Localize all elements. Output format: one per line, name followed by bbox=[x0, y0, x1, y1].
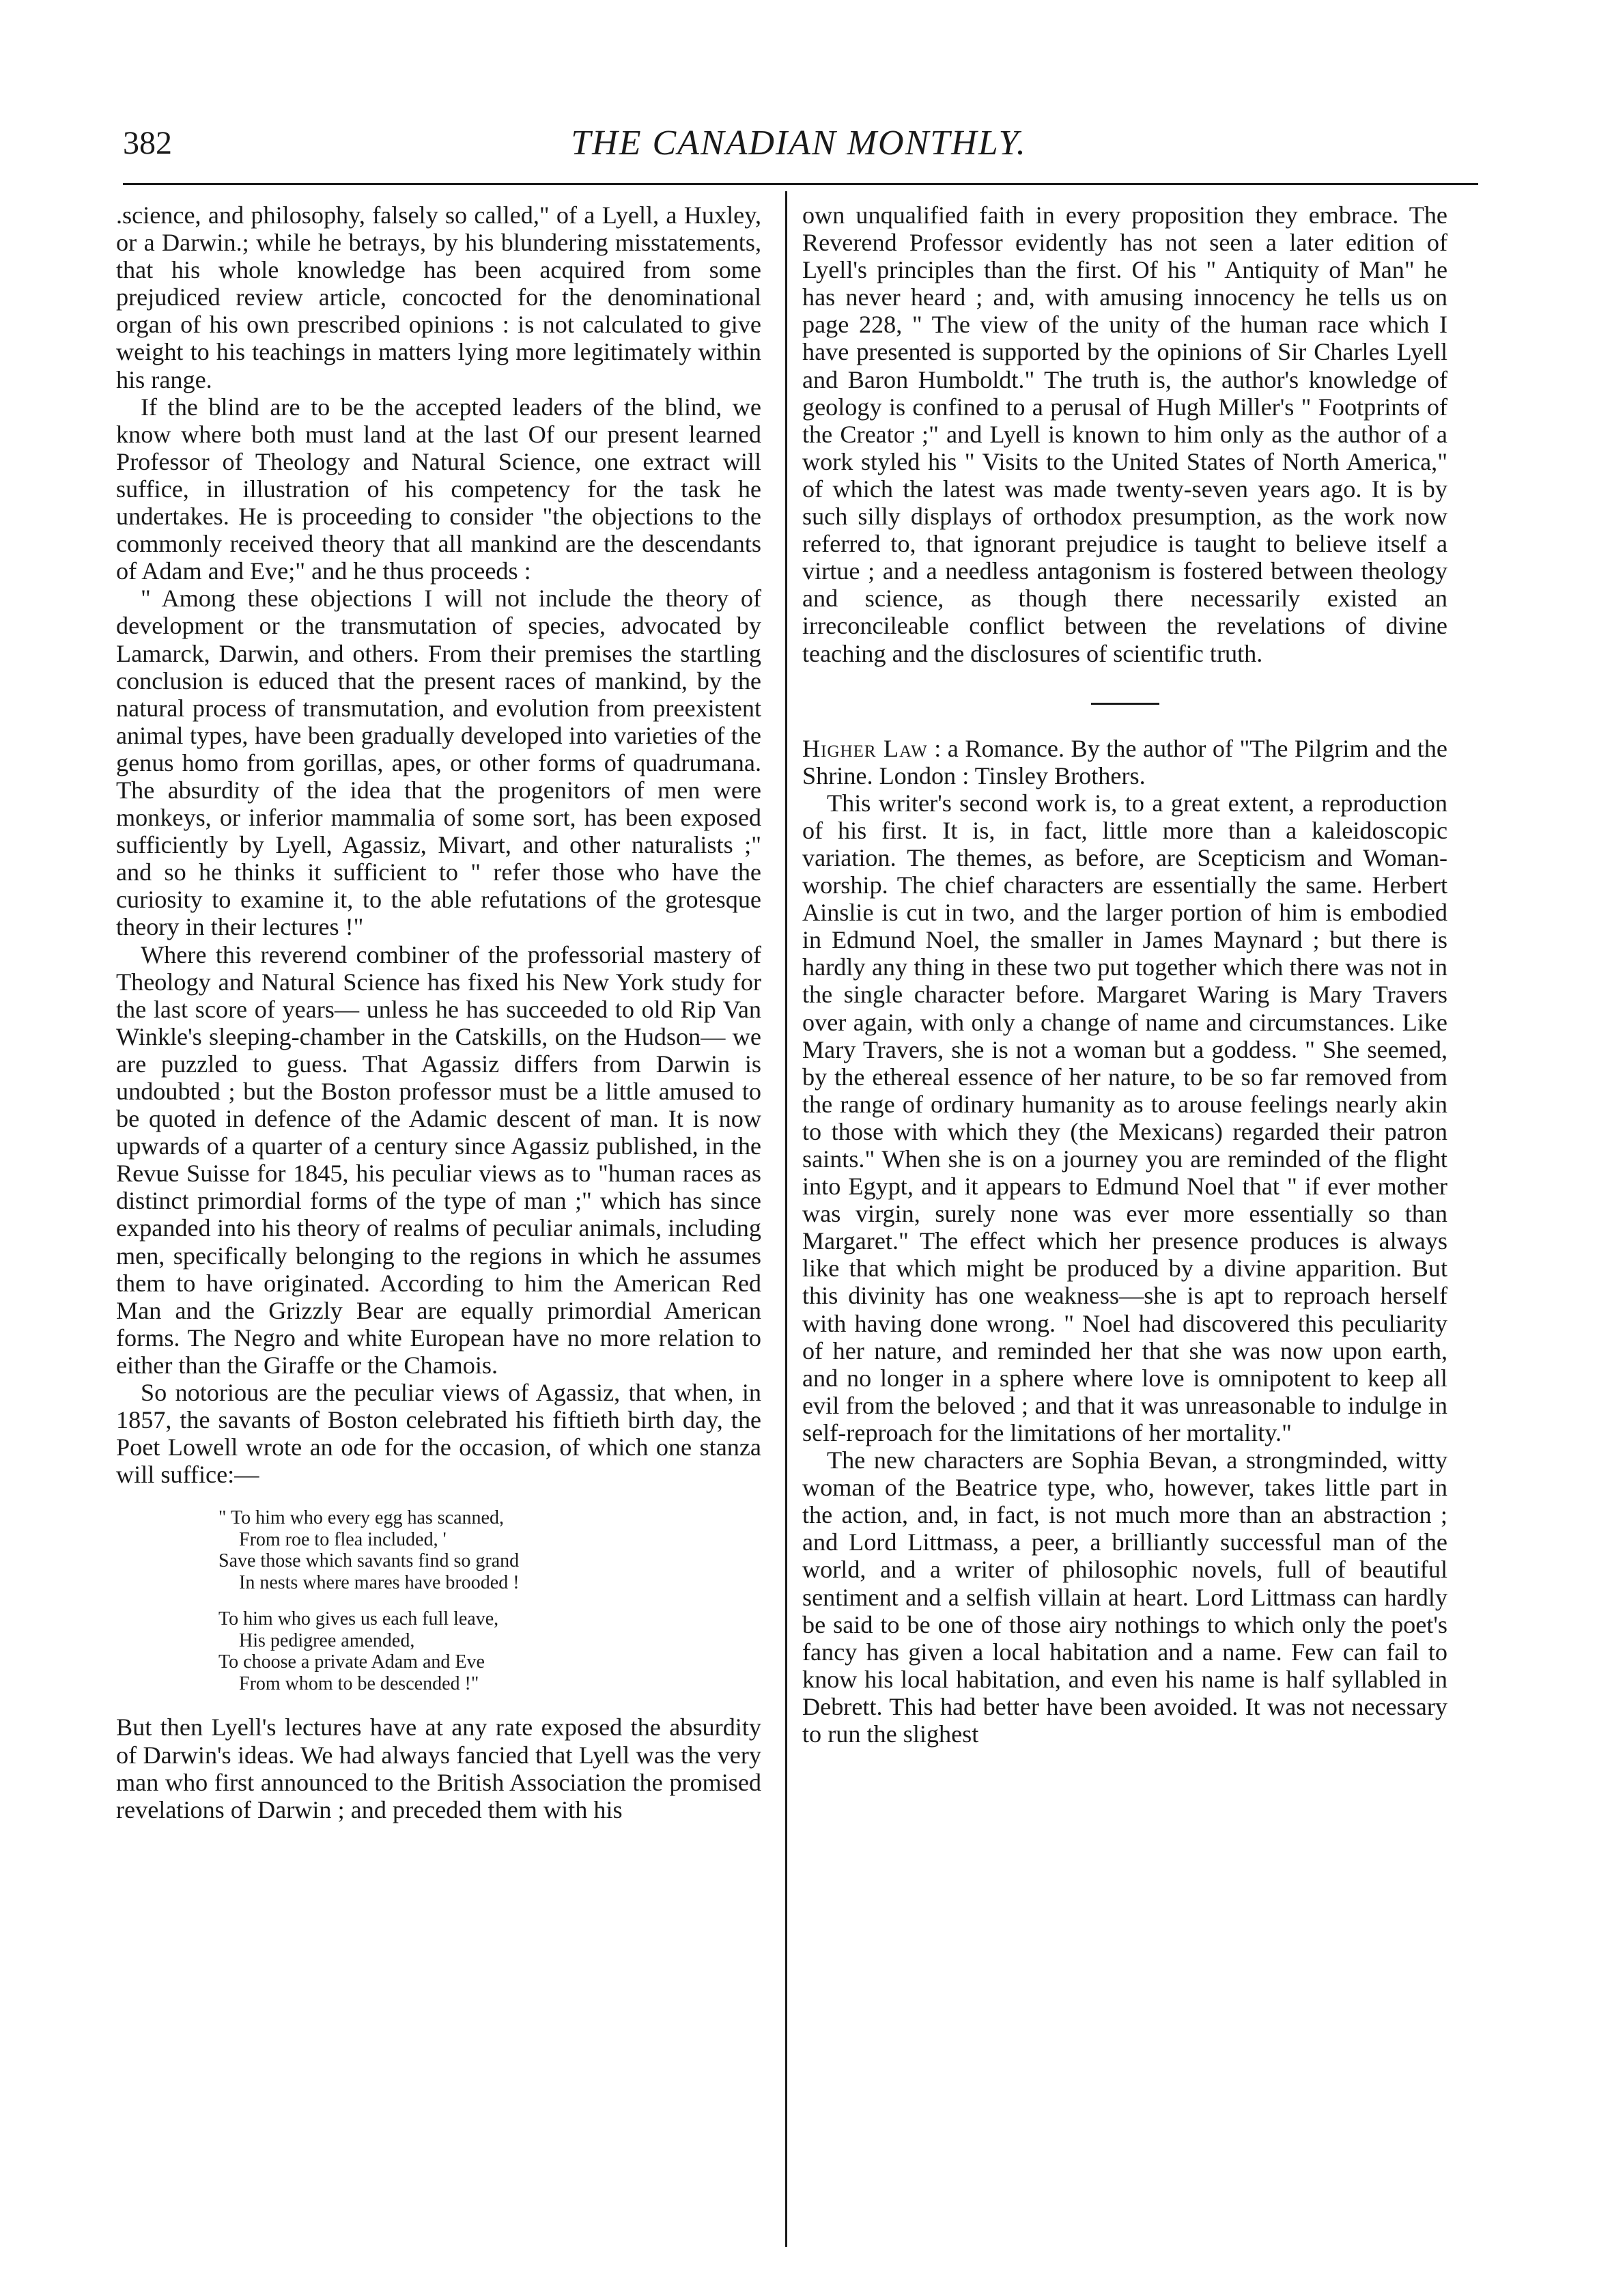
paragraph: Where this reverend combiner of the professorial mastery of Theology and Natural Science has fixed his New York study for the last score of years— unless he has succeeded to old Rip Van Winkle's sleeping-chamber in the Catskills, on the Hudson— we are puzzled to guess. That Agassiz differs from Darwin is undoubted ; but the Boston professor must be a little amused to be quoted in defence of the Adamic descent of man. It is now upwards of a quarter of a century since Agassiz published, in the Revue Suisse for 1845, his peculiar views as to "human races as distinct primordial forms of the type of man ;" which has since expanded into his theory of realms of peculiar animals, including men, specifically belonging to the regions in which he assumes them to have originated. According to him the American Red Man and the Grizzly Bear are equally primordial American forms. The Negro and white European have no more relation to either than the Giraffe or the Chamois. bbox=[116, 940, 761, 1379]
poem-stanza bbox=[218, 1507, 761, 1593]
column-divider bbox=[785, 191, 787, 2247]
paragraph: .science, and philosophy, falsely so called," of a Lyell, a Huxley, or a Darwin.; while he betrays, by his blundering misstatements, that his whole knowledge has been acquired from some prejudiced review article, concocted for the denominational organ of his own prescribed opinions : is not calculated to give weight to his teachings in matters lying more legitimately within his range. bbox=[116, 201, 761, 393]
paragraph: So notorious are the peculiar views of Agassiz, that when, in 1857, the savants of Boston celebrated his fiftieth birth day, the Poet Lowell wrote an ode for the occasion, of which one stanza will suffice:— bbox=[116, 1379, 761, 1489]
poem-line: To him who gives us each full leave, bbox=[218, 1608, 499, 1630]
paragraph: But then Lyell's lectures have at any rate exposed the absurdity of Darwin's ideas. We had always fancied that Lyell was the very man who first announced to the British Association the promised revelations of Darwin ; and preceded them with his bbox=[116, 1713, 761, 1823]
poem-line: " To him who every egg has scanned, bbox=[218, 1507, 504, 1529]
section-separator bbox=[1091, 703, 1159, 705]
review-title: Higher Law bbox=[802, 734, 928, 762]
poem-stanza bbox=[218, 1608, 761, 1694]
paragraph: If the blind are to be the accepted leaders of the blind, we know where both must land at the last Of our present learned Professor of Theology and Natural Science, one extract will suffice, in illustration of his competency for the task he undertakes. He is proceeding to consider "the objections to the commonly received theory that all mankind are the descendants of Adam and Eve;" and he thus proceeds : bbox=[116, 393, 761, 585]
review-citation: : a Romance. By the author of "The Pilgrim and the Shrine. London : Tinsley Brothers. bbox=[802, 734, 1447, 789]
page-header bbox=[123, 116, 1475, 171]
paragraph: This writer's second work is, to a great extent, a reproduction of his first. It is, in fact, little more than a kaleidoscopic variation. The themes, as before, are Scepticism and Woman-worship. The chief characters are essentially the same. Herbert Ainslie is cut in two, and the larger portion of him is embodied in Edmund Noel, the smaller in James Maynard ; but there is hardly any thing in these two put together which there was not in the single character before. Margaret Waring is Mary Travers over again, with only a change of name and circumstances. Like Mary Travers, she is not a woman but a goddess. " She seemed, by the ethereal essence of her nature, to be so far removed from the range of ordinary humanity as to arouse feelings nearly akin to those with which they (the Mexicans) regarded their patron saints." When she is on a journey you are reminded of the flight into Egypt, and it appears to Edmund Noel that " if ever mother was virgin, surely none was ever more essentially so than Margaret." The effect which her presence produces is always like that which might be produced by a divine apparition. But this divinity has one weakness—she is apt to reproach herself with having done wrong. " Noel had discovered this peculiarity of her nature, and reminded her that she was now upon earth, and no longer in a sphere where love is omnipotent to keep all evil from the beloved ; and that it was unreasonable to indulge in self-reproach for the limitations of her mortality." bbox=[802, 789, 1447, 1446]
header-rule bbox=[123, 183, 1478, 185]
quoted-paragraph: " Among these objections I will not include the theory of development or the transmutation of species, advocated by Lamarck, Darwin, and others. From their premises the startling conclusion is educed that the present races of mankind, by the natural process of transmutation, and evolution from preexistent animal types, have been gradually developed into varieties of the genus homo from gorillas, apes, or other forms of quadrumana. The absurdity of the idea that the progenitors of men were monkeys, or inferior mammalia of some sort, has been exposed sufficiently by Lyell, Agassiz, Mivart, and other naturalists ;" and so he thinks it sufficient to " refer those who have the curiosity to examine it, to the able refutations of the grotesque theory in their lectures !" bbox=[116, 585, 761, 941]
page-number: 382 bbox=[123, 125, 172, 161]
right-column bbox=[802, 201, 1447, 1748]
running-title: THE CANADIAN MONTHLY. bbox=[571, 124, 1027, 163]
poem-line: His pedigree amended, bbox=[239, 1629, 415, 1651]
poem-line: From whom to be descended !" bbox=[239, 1672, 479, 1694]
paragraph: The new characters are Sophia Bevan, a strongminded, witty woman of the Beatrice type, who, however, takes little part in the action, and, in fact, is not much more than an abstraction ; and Lord Littmass, a peer, a brilliantly successful man of the world, and a writer of philosophic novels, full of beautiful sentiment and a selfish villain at heart. Lord Littmass can hardly be said to be one of those airy nothings to which only the poet's fancy has given a local habitation and a name. Few can fail to know his local habitation, and even his name is half syllabled in Debrett. This had better have been avoided. It was not necessary to run the slighest bbox=[802, 1446, 1447, 1748]
poem-line: From roe to flea included, ' bbox=[239, 1528, 447, 1550]
poem-line: To choose a private Adam and Eve bbox=[218, 1651, 485, 1673]
left-column bbox=[116, 201, 761, 1823]
poem-line: Save those which savants find so grand bbox=[218, 1550, 520, 1572]
paragraph: own unqualified faith in every proposition they embrace. The Reverend Professor evidently has not seen a later edition of Lyell's principles than the first. Of his " Antiquity of Man" he has never heard ; and, with amusing innocency he tells us on page 228, " The view of the unity of the human race which I have presented is supported by the opinions of Sir Charles Lyell and Baron Humboldt." The truth is, the author's knowledge of geology is confined to a perusal of Hugh Miller's " Footprints of the Creator ;" and Lyell is known to him only as the author of a work styled his " Visits to the United States of North America," of which the latest was made twenty-seven years ago. It is by such silly displays of orthodox presumption, as the work now referred to, that ignorant prejudice is taught to believe itself a virtue ; and a needless antagonism is fostered between theology and science, as though there necessarily existed an irreconcileable conflict between the revelations of divine teaching and the disclosures of scientific truth. bbox=[802, 201, 1447, 667]
poem-line: In nests where mares have brooded ! bbox=[239, 1571, 520, 1593]
poem bbox=[116, 1507, 761, 1694]
review-heading bbox=[802, 735, 1447, 789]
